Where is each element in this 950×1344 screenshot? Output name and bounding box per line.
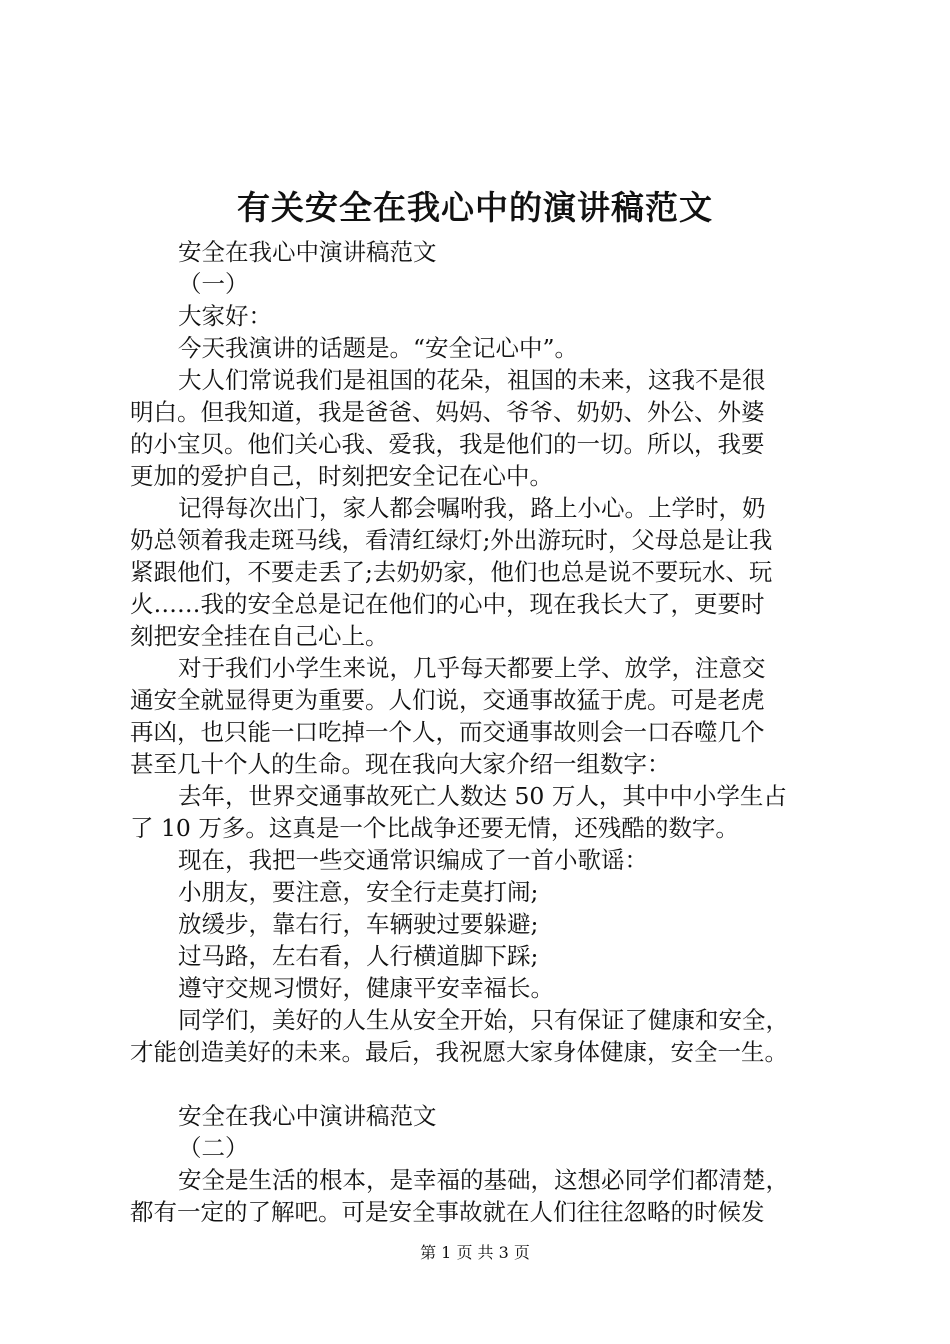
- rhyme-line: 过马路，左右看，人行横道脚下踩;: [178, 942, 539, 970]
- rhyme-line: 小朋友，要注意，安全行走莫打闹;: [178, 878, 539, 906]
- paragraph-line: 的小宝贝。他们关心我、爱我，我是他们的一切。所以，我要: [130, 430, 765, 458]
- paragraph-line: 更加的爱护自己，时刻把安全记在心中。: [130, 462, 553, 490]
- paragraph-line: 去年，世界交通事故死亡人数达 50 万人，其中中小学生占: [178, 782, 787, 810]
- section-number: （二）: [178, 1134, 249, 1162]
- paragraph-line: 同学们，美好的人生从安全开始，只有保证了健康和安全，: [178, 1006, 789, 1034]
- section-heading: 安全在我心中演讲稿范文: [178, 238, 437, 266]
- paragraph-line: 大人们常说我们是祖国的花朵，祖国的未来，这我不是很: [178, 366, 766, 394]
- paragraph-line: 再凶，也只能一口吃掉一个人，而交通事故则会一口吞噬几个: [130, 718, 765, 746]
- rhyme-line: 放缓步，靠右行，车辆驶过要躲避;: [178, 910, 539, 938]
- paragraph-line: 了 10 万多。这真是一个比战争还要无情，还残酷的数字。: [130, 814, 739, 842]
- paragraph-line: 记得每次出门，家人都会嘱咐我，路上小心。上学时，奶: [178, 494, 766, 522]
- paragraph-line: 大家好：: [178, 302, 272, 330]
- paragraph-line: 安全是生活的根本，是幸福的基础，这想必同学们都清楚，: [178, 1166, 789, 1194]
- section-number: （一）: [178, 270, 249, 298]
- paragraph-line: 甚至几十个人的生命。现在我向大家介绍一组数字：: [130, 750, 671, 778]
- paragraph-line: 都有一定的了解吧。可是安全事故就在人们往往忽略的时候发: [130, 1198, 765, 1226]
- paragraph-line: 紧跟他们，不要走丢了;去奶奶家，他们也总是说不要玩水、玩: [130, 558, 773, 586]
- paragraph-line: 明白。但我知道，我是爸爸、妈妈、爷爷、奶奶、外公、外婆: [130, 398, 765, 426]
- section-heading: 安全在我心中演讲稿范文: [178, 1102, 437, 1130]
- paragraph-line: 今天我演讲的话题是。“安全记心中”。: [178, 334, 579, 362]
- paragraph-line: 通安全就显得更为重要。人们说，交通事故猛于虎。可是老虎: [130, 686, 765, 714]
- paragraph-line: 刻把安全挂在自己心上。: [130, 622, 389, 650]
- paragraph-line: 火……我的安全总是记在他们的心中，现在我长大了，更要时: [130, 590, 765, 618]
- rhyme-line: 遵守交规习惯好，健康平安幸福长。: [178, 974, 554, 1002]
- document-title: 有关安全在我心中的演讲稿范文: [237, 188, 713, 227]
- paragraph-line: 对于我们小学生来说，几乎每天都要上学、放学，注意交: [178, 654, 766, 682]
- paragraph-line: 奶总领着我走斑马线，看清红绿灯;外出游玩时，父母总是让我: [130, 526, 773, 554]
- page-footer: 第 1 页 共 3 页: [420, 1243, 530, 1262]
- paragraph-line: 才能创造美好的未来。最后，我祝愿大家身体健康，安全一生。: [130, 1038, 788, 1066]
- paragraph-line: 现在，我把一些交通常识编成了一首小歌谣：: [178, 846, 648, 874]
